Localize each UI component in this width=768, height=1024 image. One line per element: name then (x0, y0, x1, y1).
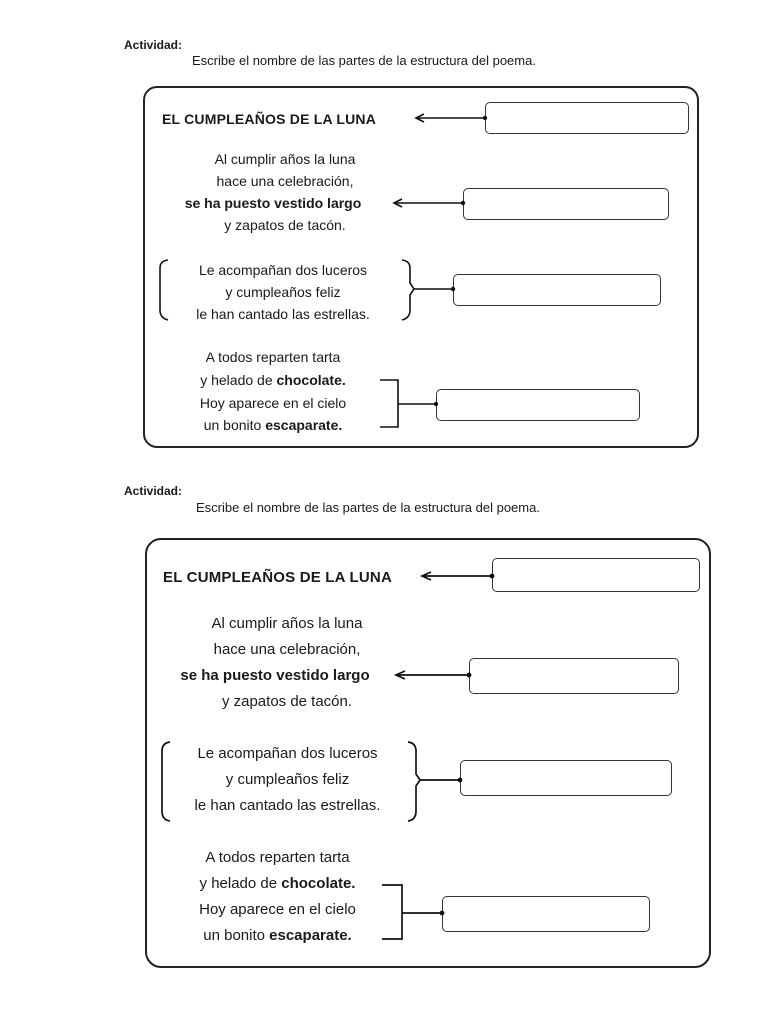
activity-label: Actividad: (124, 38, 183, 52)
stanza2-line1: Le acompañan dos luceros (197, 745, 378, 762)
stanza3-line1: A todos reparten tarta (205, 349, 341, 365)
stanza3-line4-bold: escaparate. (269, 927, 352, 944)
stanza3-line2-text: y helado de (199, 875, 282, 892)
stanza3-line2-bold: chocolate. (281, 875, 356, 892)
answer-box-stanza3[interactable] (442, 896, 650, 932)
stanza3-line2 (170, 875, 385, 892)
answer-box-stanza2[interactable] (460, 760, 672, 796)
stanza3-line2-bold: chocolate. (276, 372, 346, 388)
stanza1-line1: Al cumplir años la luna (214, 151, 356, 167)
worksheet-1 (0, 0, 768, 460)
stanza2-line3: le han cantado las estrellas. (196, 306, 370, 322)
stanza3-line1: A todos reparten tarta (205, 849, 350, 866)
stanza2-line2: y cumpleaños feliz (225, 771, 350, 788)
stanza3-line4-text: un bonito (203, 417, 266, 433)
stanza2-line2: y cumpleaños feliz (225, 284, 341, 300)
poem-title: EL CUMPLEAÑOS DE LA LUNA (163, 569, 392, 586)
activity-instruction: Escribe el nombre de las partes de la estructura del poema. (196, 500, 540, 515)
answer-box-stanza3[interactable] (436, 389, 640, 421)
stanza3-line3: Hoy aparece en el cielo (199, 395, 347, 411)
poem-title: EL CUMPLEAÑOS DE LA LUNA (162, 111, 377, 127)
answer-box-stanza1[interactable] (469, 658, 679, 694)
activity-label: Actividad: (124, 484, 183, 498)
stanza3-line2 (168, 372, 378, 388)
answer-box-stanza2[interactable] (453, 274, 661, 306)
stanza1-line3 (150, 195, 396, 211)
stanza3-line3: Hoy aparece en el cielo (199, 901, 356, 918)
stanza1-line1: Al cumplir años la luna (211, 615, 363, 632)
stanza1-line3-bold: se ha puesto vestido largo (184, 195, 362, 211)
answer-box-stanza1[interactable] (463, 188, 669, 220)
stanza1-line2: hace una celebración, (216, 173, 354, 189)
activity-instruction: Escribe el nombre de las partes de la estructura del poema. (192, 53, 536, 68)
stanza2-line1: Le acompañan dos luceros (198, 262, 368, 278)
stanza3-line4 (168, 417, 378, 433)
stanza2-line3: le han cantado las estrellas. (194, 797, 381, 814)
answer-box-title[interactable] (485, 102, 689, 134)
stanza3-line4-bold: escaparate. (265, 417, 343, 433)
worksheet-2 (0, 476, 768, 976)
stanza3-line4-text: un bonito (203, 927, 270, 944)
stanza3-line4 (170, 927, 385, 944)
answer-box-title[interactable] (492, 558, 700, 592)
stanza1-line4: y zapatos de tacón. (221, 693, 353, 710)
stanza1-line3 (152, 667, 398, 684)
stanza1-line2: hace una celebración, (213, 641, 361, 658)
stanza3-line2-text: y helado de (200, 372, 277, 388)
stanza1-line3-bold: se ha puesto vestido largo (180, 667, 370, 684)
stanza1-line4: y zapatos de tacón. (224, 217, 346, 233)
